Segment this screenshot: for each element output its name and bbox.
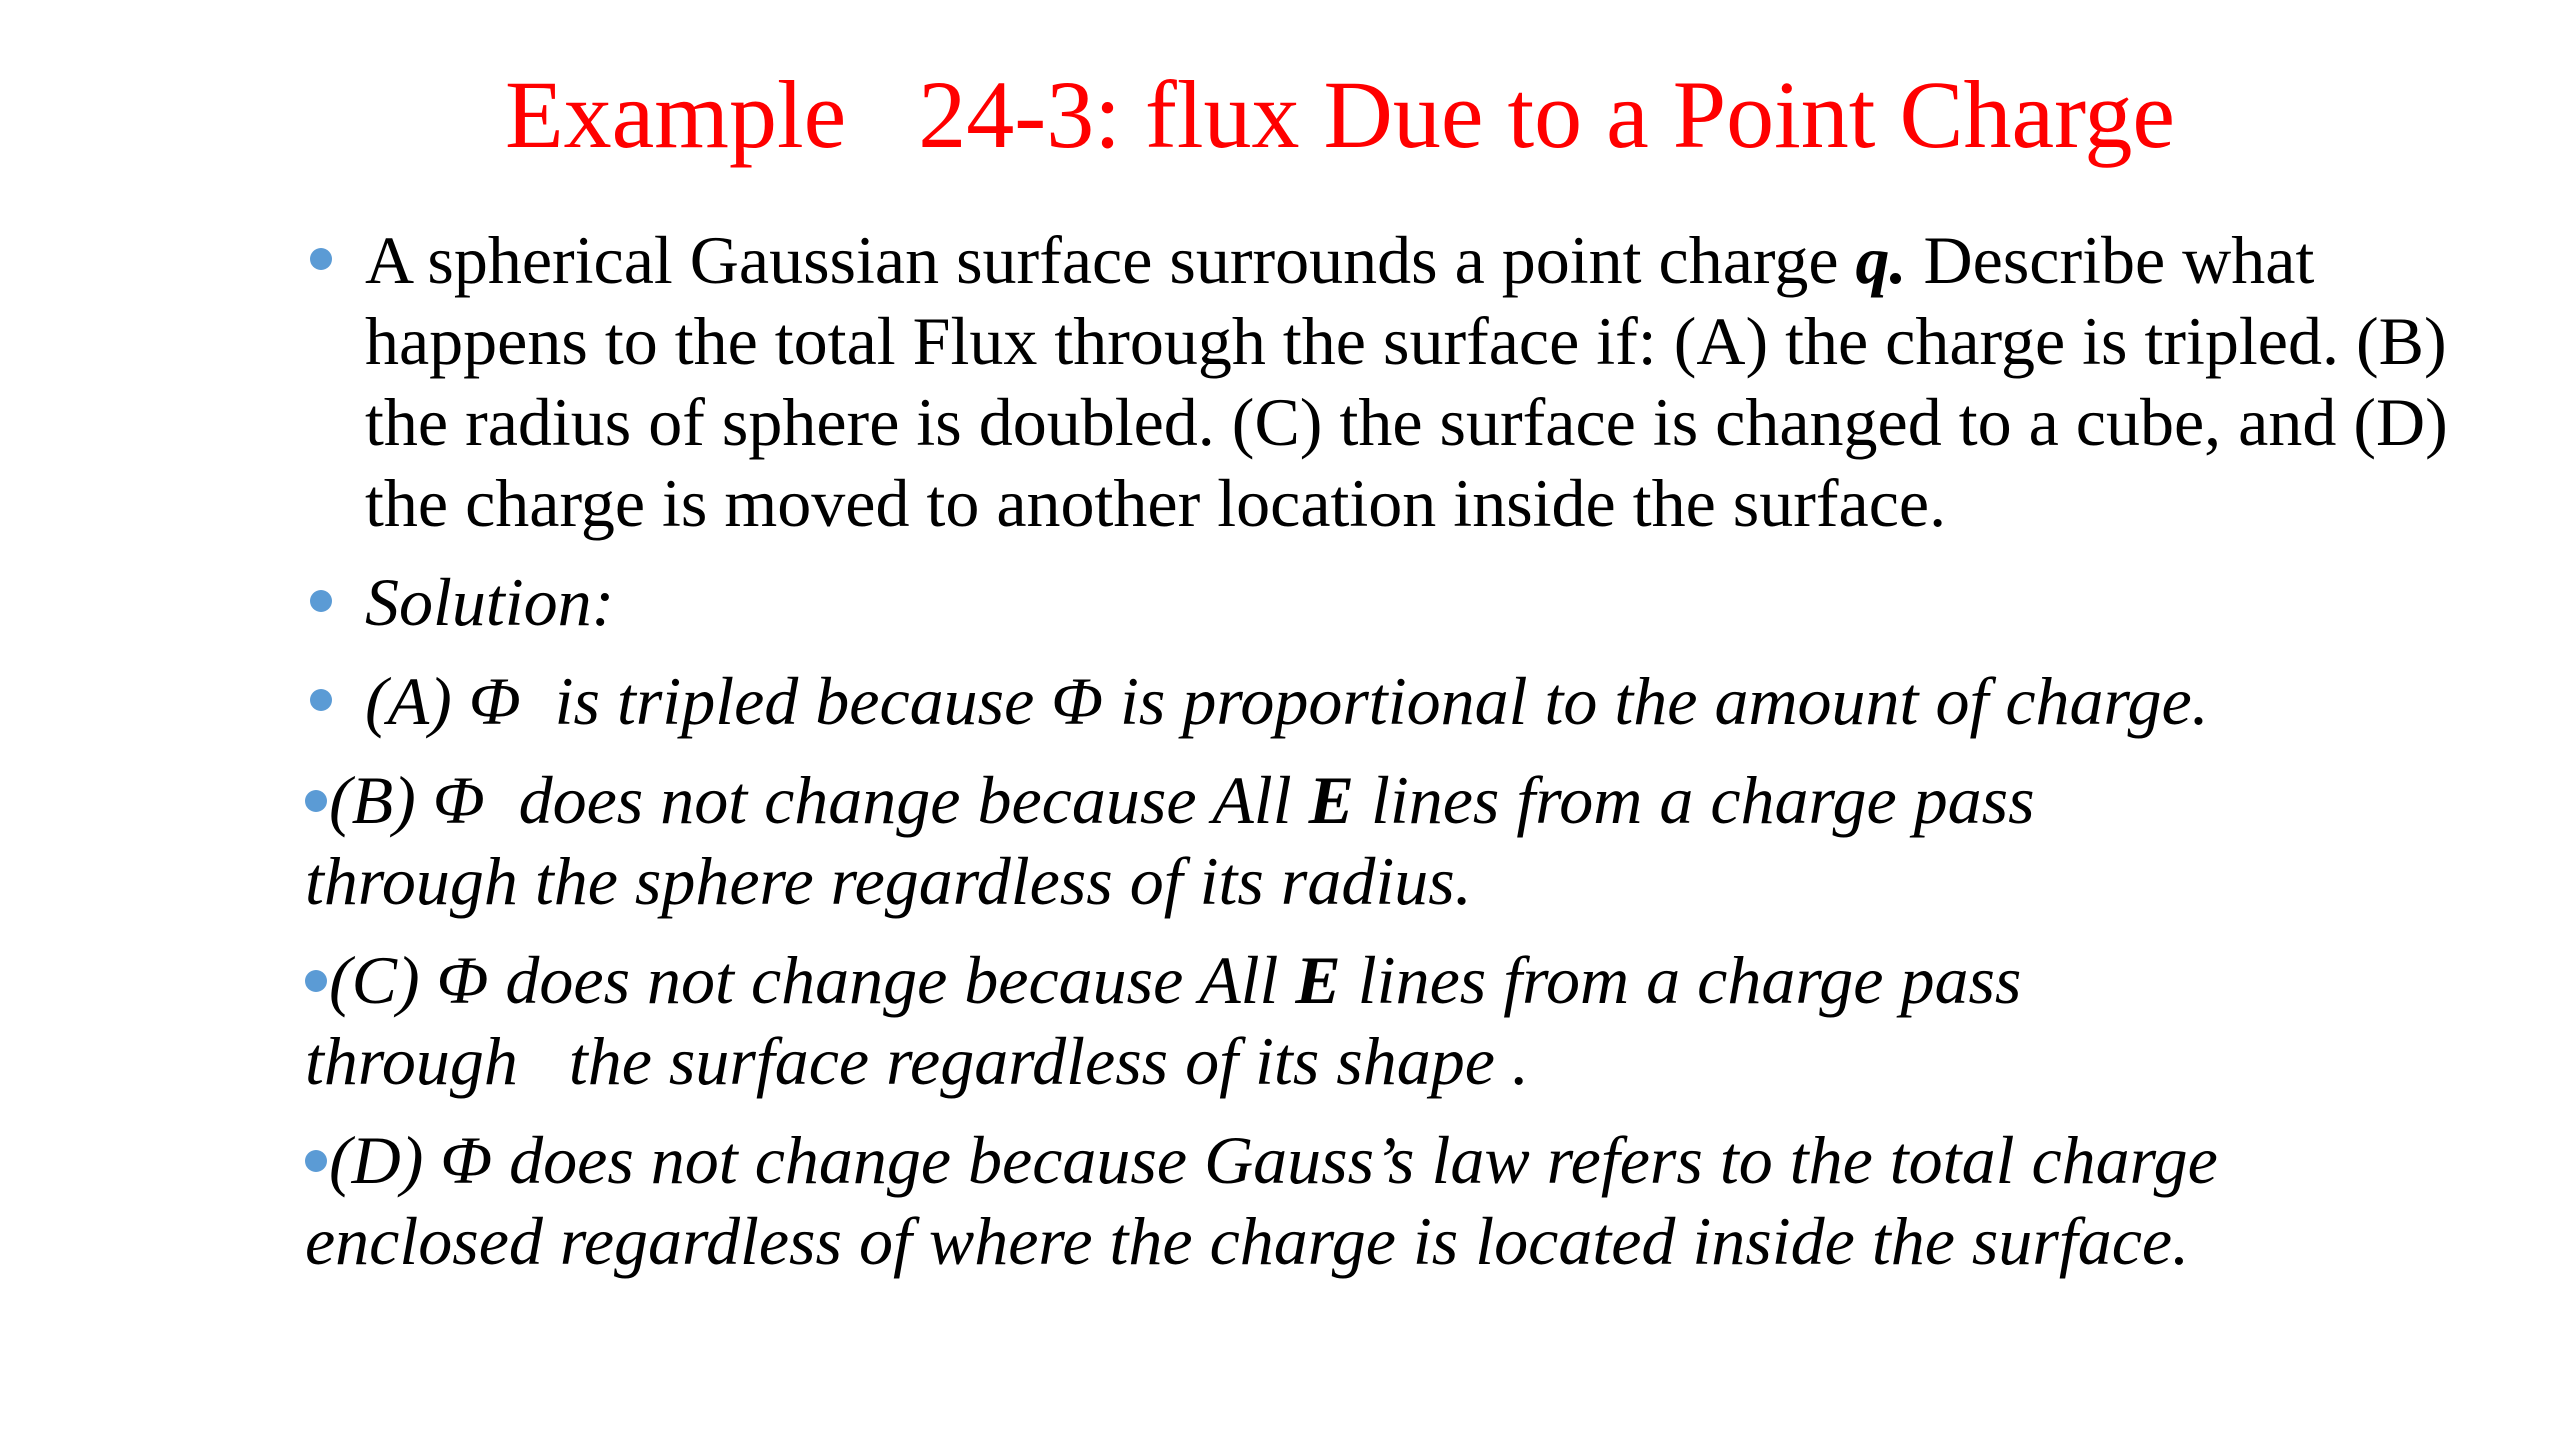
answer-d-block (305, 1120, 2505, 1282)
bullet-icon (305, 1150, 327, 1172)
solution-bullet (305, 562, 2505, 643)
answer-c-part1: (C) Φ does not change because All (329, 942, 1296, 1018)
answer-d-line2: enclosed regardless of where the charge is located inside the surface. (305, 1203, 2190, 1279)
answer-b-part2: lines from a charge pass (1353, 762, 2035, 838)
bullet-icon (305, 790, 327, 812)
answer-d-line1 (305, 1120, 2505, 1201)
slide-title: Example 24-3: flux Due to a Point Charge (505, 61, 2175, 168)
bullet-icon (310, 689, 332, 711)
answer-c-part2: lines from a charge pass (1340, 942, 2022, 1018)
solution-label: Solution: (365, 564, 615, 640)
answer-a-bullet (305, 661, 2505, 742)
answer-a-text: (A) Φ is tripled because Φ is proportional to the amount of charge. (365, 663, 2209, 739)
bullet-icon (310, 590, 332, 612)
bullet-icon (310, 248, 332, 270)
answer-b-block (305, 760, 2505, 922)
question-text-part2: Describe what happens to the total Flux through the surface if: (A) the charge is tripled. (B) the radius of sphere is doubled. (C) the surface is changed to a cube, and (D) the charge is moved to another location inside the surface. (365, 222, 2448, 541)
e-field-symbol: E (1295, 942, 1341, 1018)
answer-b-part1: (B) Φ does not change because All (329, 762, 1309, 838)
answer-b-line1 (305, 760, 2505, 841)
bullet-icon (305, 970, 327, 992)
answer-b-line2: through the sphere regardless of its radius. (305, 843, 1472, 919)
answer-c-line2: through the surface regardless of its shape . (305, 1023, 1529, 1099)
slide-content (305, 220, 2505, 1282)
answer-c-block (305, 940, 2505, 1102)
answer-d-line1-text: (D) Φ does not change because Gauss’s law refers to the total charge (329, 1122, 2218, 1198)
charge-symbol: q. (1855, 222, 1907, 298)
question-bullet (305, 220, 2505, 544)
question-text-part1: A spherical Gaussian surface surrounds a point charge (365, 222, 1856, 298)
e-field-symbol: E (1308, 762, 1354, 838)
answer-c-line1 (305, 940, 2505, 1021)
